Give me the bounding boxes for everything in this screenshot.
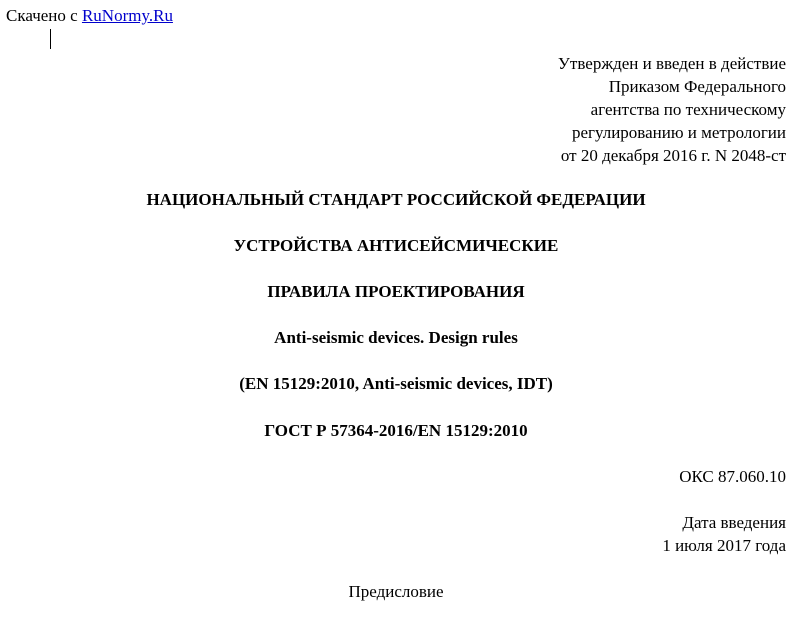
approval-line: Приказом Федерального xyxy=(608,77,786,96)
introduction-date-label: Дата введения xyxy=(682,513,786,532)
approval-line: регулированию и метрологии xyxy=(571,123,786,142)
equivalence-note: (EN 15129:2010, Anti-seismic devices, IDT) xyxy=(239,374,553,393)
approval-block xyxy=(558,52,786,167)
source-link[interactable]: RuNormy.Ru xyxy=(81,6,173,25)
approval-line: от 20 декабря 2016 г. N 2048-ст xyxy=(560,146,786,165)
approval-line: агентства по техническому xyxy=(590,100,786,119)
document-title: УСТРОЙСТВА АНТИСЕЙСМИЧЕСКИЕ xyxy=(233,236,559,255)
national-standard-heading: НАЦИОНАЛЬНЫЙ СТАНДАРТ РОССИЙСКОЙ ФЕДЕРАЦИИ xyxy=(146,190,646,209)
text-cursor xyxy=(50,29,51,49)
document-subtitle: ПРАВИЛА ПРОЕКТИРОВАНИЯ xyxy=(267,282,525,301)
oks-code: ОКС 87.060.10 xyxy=(679,467,786,486)
source-prefix: Скачено с xyxy=(6,6,82,25)
approval-line: Утвержден и введен в действие xyxy=(557,54,786,73)
introduction-date: 1 июля 2017 года xyxy=(662,536,786,555)
preface-heading: Предисловие xyxy=(348,582,444,601)
standard-designation: ГОСТ Р 57364-2016/EN 15129:2010 xyxy=(264,421,528,440)
source-line xyxy=(6,6,173,26)
english-title: Anti-seismic devices. Design rules xyxy=(274,328,518,347)
